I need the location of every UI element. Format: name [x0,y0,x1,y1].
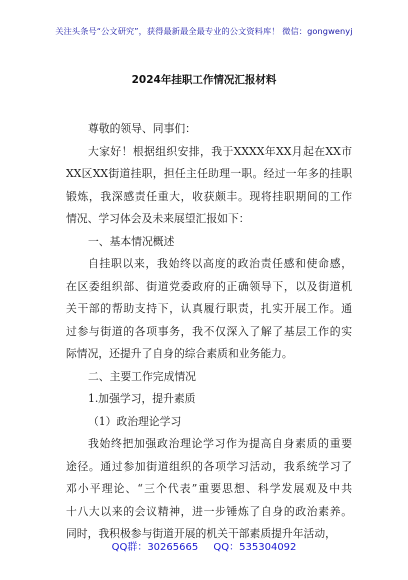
paragraph-line: 情况、学习体会及未来展望汇报如下： [66,212,250,225]
paragraph-line: 二、主要工作完成情况 [88,369,196,383]
paragraph-line: 关干部的帮助支持下，认真履行职责，扎实开展工作。通 [66,302,352,315]
footer-qq-group: QQ群：30265665 [111,542,199,553]
paragraph-line: 途径。通过参加街道组织的各项学习活动，我系统学习了 [66,459,352,473]
document-body [66,118,352,546]
paragraph-line: 自挂职以来，我始终以高度的政治责任感和使命感， [88,257,352,270]
paragraph-line: 过参与街道的各项事务，我不仅深入了解了基层工作的实 [66,324,352,338]
paragraph-line: 大家好！根据组织安排，我于XXXX年XX月起在XX市 [88,144,352,158]
paragraph-line: 十八大以来的会议精神，进一步锤炼了自身的政治素养。 [66,504,352,518]
paragraph-line: （1）政治理论学习 [88,414,182,428]
paragraph-line: 锻炼，我深感责任重大，收获颇丰。现将挂职期间的工作 [66,189,352,203]
paragraph-line: 在区委组织部、街道党委政府的正确领导下，以及街道机 [66,279,352,293]
footer-contact [0,538,408,553]
paragraph-line: XX区XX街道挂职，担任主任助理一职。经过一年多的挂职 [66,167,352,180]
paragraph-line: 同时，我积极参与街道开展的机关干部素质提升年活动， [66,527,336,540]
document-title: 2024年挂职工作情况汇报材料 [131,74,277,86]
paragraph-line: 我始终把加强政治理论学习作为提高自身素质的重要 [88,437,352,450]
salutation: 尊敬的领导、同事们： [88,122,196,135]
paragraph-line: 际情况，还提升了自身的综合素质和业务能力。 [66,347,293,360]
footer-qq-number: QQ：535304092 [213,542,297,553]
paragraph-line: 邓小平理论、“三个代表”重要思想、科学发展观及中共 [66,482,352,495]
header-banner: 关注头条号“公文研究”，获得最新最全最专业的公文资料库！ 微信：gongwenyj [55,26,353,36]
paragraph-line: 一、基本情况概述 [88,234,175,248]
paragraph-line: 1.加强学习，提升素质 [88,392,196,405]
